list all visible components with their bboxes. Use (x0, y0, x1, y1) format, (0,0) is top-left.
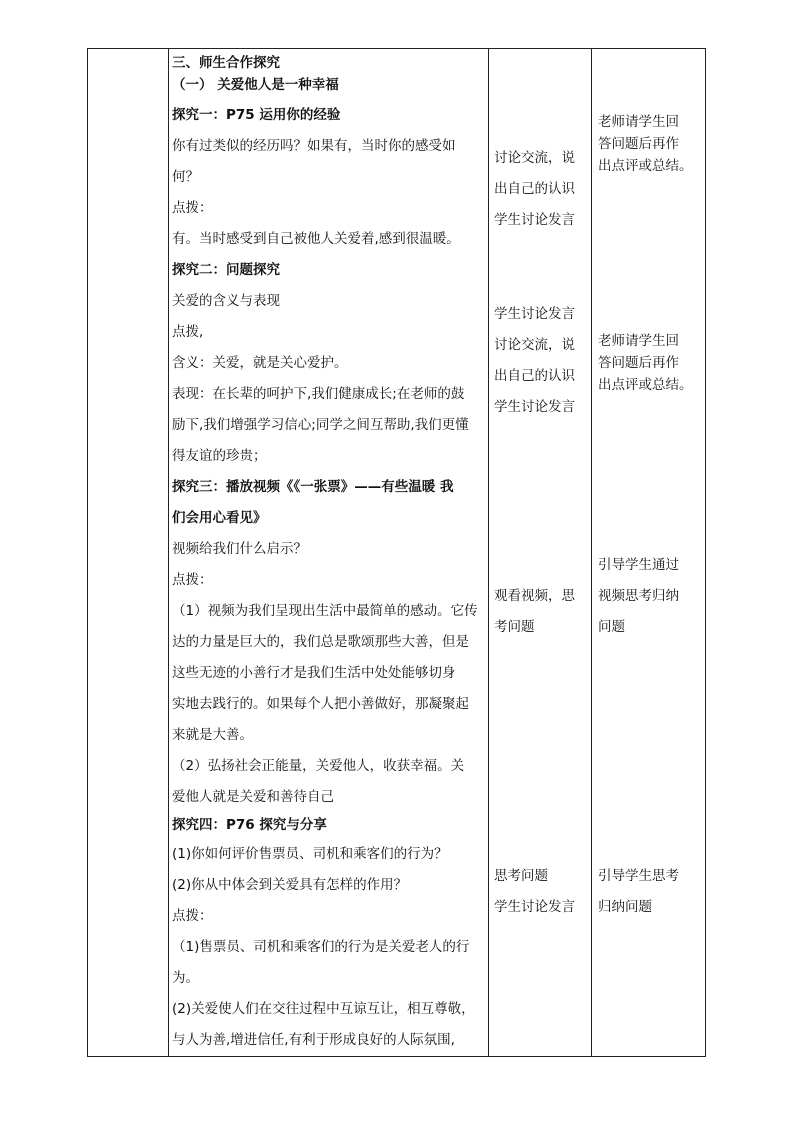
student-activity-text: 出自己的认识 (494, 181, 575, 197)
inquiry4-question: (2)你从中体会到关爱具有怎样的作用？ (172, 877, 408, 893)
inquiry2-performance: 表现：在长辈的呵护下,我们健康成长;在老师的鼓 (172, 386, 465, 402)
inquiry1-heading: 探究一：P75 运用你的经验 (172, 107, 341, 123)
student-activity-column (494, 49, 592, 1056)
inquiry3-tip: 点拨： (172, 572, 213, 588)
teacher-activity-text: 老师请学生回 (598, 333, 679, 349)
inquiry3-heading: 们会用心看见》 (172, 510, 267, 526)
inquiry1-question: 你有过类似的经历吗？如果有，当时你的感受如 (172, 138, 456, 154)
inquiry2-heading: 探究二：问题探究 (172, 262, 280, 278)
inquiry3-paragraph: （2）弘扬社会正能量，关爱他人，收获幸福。关 (172, 758, 465, 774)
student-activity-text: 学生讨论发言 (494, 899, 575, 915)
inquiry4-answer: （1)售票员、司机和乘客们的行为是关爱老人的行 (172, 939, 470, 955)
teacher-activity-text: 问题 (598, 619, 625, 635)
teacher-activity-text: 引导学生思考 (598, 868, 679, 884)
inquiry3-paragraph: 爱他人就是关爱和善待自己 (172, 789, 334, 805)
student-activity-text: 考问题 (494, 619, 535, 635)
teacher-activity-text: 答问题后再作 (598, 355, 679, 371)
student-activity-text: 思考问题 (494, 868, 548, 884)
inquiry1-answer: 有。当时感受到自己被他人关爱着,感到很温暖。 (172, 231, 460, 247)
inquiry2-performance: 得友谊的珍贵； (172, 448, 267, 464)
inquiry4-question: (1)你如何评价售票员、司机和乘客们的行为？ (172, 846, 448, 862)
teacher-activity-text: 视频思考归纳 (598, 588, 679, 604)
inquiry4-tip: 点拨： (172, 908, 213, 924)
teacher-activity-text: 出点评或总结。 (598, 377, 693, 393)
inquiry3-heading: 探究三：播放视频《《一张票》——有些温暖 我 (172, 479, 454, 495)
inquiry3-paragraph: 来就是大善。 (172, 727, 253, 743)
inquiry2-meaning: 含义：关爱，就是关心爱护。 (172, 355, 348, 371)
lesson-table (87, 48, 706, 1057)
inquiry3-question: 视频给我们什么启示？ (172, 541, 307, 557)
section-title: 三、师生合作探究 (172, 55, 280, 71)
content-column (172, 49, 492, 1056)
inquiry1-tip: 点拨： (172, 200, 213, 216)
student-activity-text: 学生讨论发言 (494, 306, 575, 322)
inquiry3-paragraph: （1）视频为我们呈现出生活中最简单的感动。它传 (172, 603, 478, 619)
inquiry4-heading: 探究四：P76 探究与分享 (172, 817, 327, 833)
inquiry3-paragraph: 这些无迹的小善行才是我们生活中处处能够切身 (172, 665, 456, 681)
student-activity-text: 学生讨论发言 (494, 212, 575, 228)
inquiry3-paragraph: 达的力量是巨大的，我们总是歌颂那些大善，但是 (172, 634, 469, 650)
student-activity-text: 学生讨论发言 (494, 399, 575, 415)
inquiry4-answer: 与人为善,增进信任,有利于形成良好的人际氛围, (172, 1032, 455, 1048)
student-activity-text: 出自己的认识 (494, 368, 575, 384)
teacher-activity-text: 引导学生通过 (598, 557, 679, 573)
inquiry3-paragraph: 实地去践行的。如果每个人把小善做好，那凝聚起 (172, 696, 469, 712)
inquiry1-question: 何？ (172, 169, 199, 185)
inquiry2-performance: 励下,我们增强学习信心;同学之间互帮助,我们更懂 (172, 417, 469, 433)
teacher-activity-text: 答问题后再作 (598, 136, 679, 152)
student-activity-text: 讨论交流，说 (494, 150, 575, 166)
sub-title: （一） 关爱他人是一种幸福 (172, 77, 339, 93)
inquiry4-answer: 为。 (172, 970, 199, 986)
column-divider (168, 49, 169, 1056)
inquiry2-tip: 点拨, (172, 324, 204, 340)
inquiry2-topic: 关爱的含义与表现 (172, 293, 280, 309)
teacher-activity-column (598, 49, 703, 1056)
student-activity-text: 观看视频，思 (494, 588, 575, 604)
teacher-activity-text: 老师请学生回 (598, 114, 679, 130)
teacher-activity-text: 出点评或总结。 (598, 158, 693, 174)
student-activity-text: 讨论交流，说 (494, 337, 575, 353)
teacher-activity-text: 归纳问题 (598, 899, 652, 915)
inquiry4-answer: (2)关爱使人们在交往过程中互谅互让，相互尊敬， (172, 1001, 475, 1017)
